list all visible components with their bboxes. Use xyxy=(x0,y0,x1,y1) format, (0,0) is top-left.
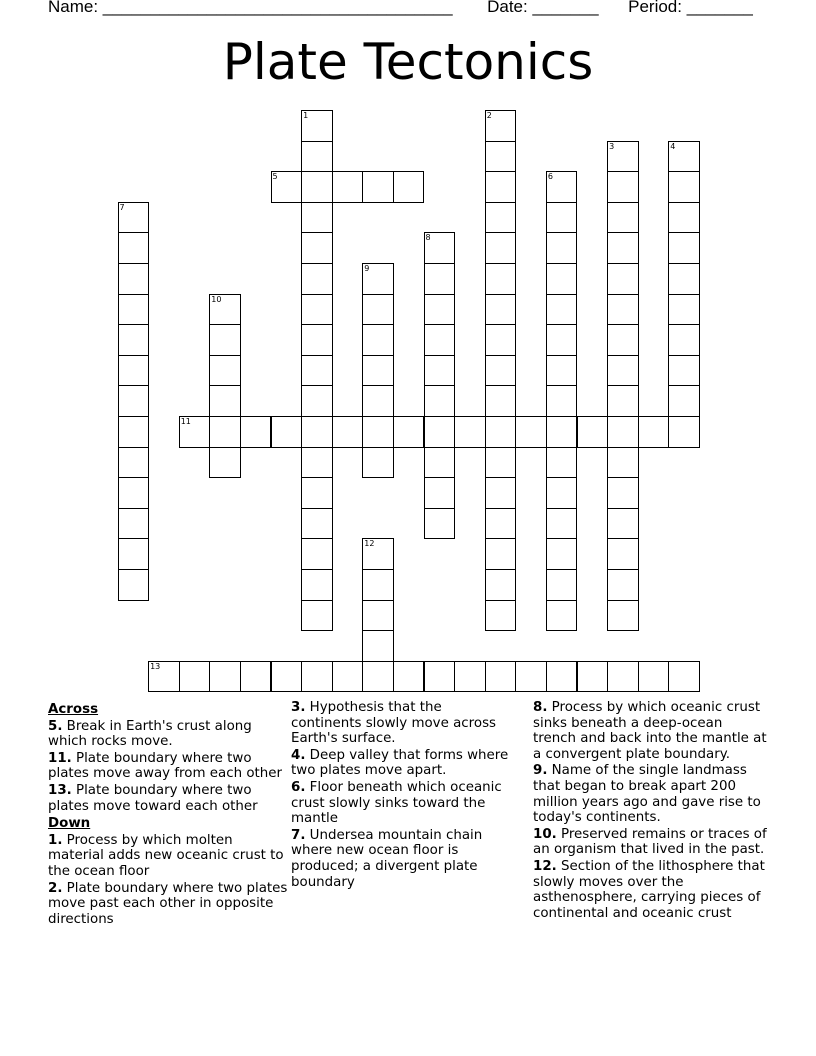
crossword-cell[interactable] xyxy=(607,477,639,509)
crossword-cell[interactable] xyxy=(485,477,517,509)
clue-number: 12. xyxy=(533,858,557,874)
crossword-cell[interactable] xyxy=(485,538,517,570)
crossword-cell[interactable] xyxy=(546,600,578,632)
crossword-cell[interactable] xyxy=(546,263,578,295)
crossword-cell[interactable] xyxy=(118,263,150,295)
crossword-cell[interactable] xyxy=(668,355,700,387)
crossword-cell[interactable] xyxy=(515,661,547,693)
clue-number: 5 xyxy=(272,172,278,182)
crossword-cell[interactable] xyxy=(301,477,333,509)
crossword-cell[interactable] xyxy=(485,416,517,448)
crossword-cell[interactable] xyxy=(118,355,150,387)
clue-text: Plate boundary where two plates move toward each other xyxy=(48,782,258,814)
clue-number: 4. xyxy=(291,747,306,763)
crossword-cell[interactable] xyxy=(668,294,700,326)
clue-number: 2. xyxy=(48,880,63,896)
clue-item xyxy=(48,881,288,928)
crossword-cell[interactable] xyxy=(301,355,333,387)
crossword-cell[interactable] xyxy=(118,538,150,570)
crossword-cell[interactable] xyxy=(485,355,517,387)
crossword-cell[interactable] xyxy=(607,324,639,356)
crossword-cell[interactable] xyxy=(485,447,517,479)
clue-item xyxy=(48,751,288,782)
clue-number: 8. xyxy=(533,700,548,715)
crossword-cell[interactable] xyxy=(668,141,700,173)
crossword-cell[interactable] xyxy=(607,538,639,570)
crossword-cell[interactable] xyxy=(209,416,241,448)
page-title: Plate Tectonics xyxy=(222,33,594,91)
crossword-cell[interactable] xyxy=(546,202,578,234)
clue-item xyxy=(533,827,769,858)
crossword-cell[interactable] xyxy=(301,508,333,540)
crossword-cell[interactable] xyxy=(209,294,241,326)
crossword-cell[interactable] xyxy=(118,508,150,540)
crossword-cell[interactable] xyxy=(332,416,364,448)
clue-number: 9. xyxy=(533,763,548,779)
crossword-cell[interactable] xyxy=(668,202,700,234)
clue-number: 12 xyxy=(364,539,375,549)
crossword-cell[interactable] xyxy=(393,416,425,448)
crossword-cell[interactable] xyxy=(485,141,517,173)
crossword-cell[interactable] xyxy=(362,447,394,479)
crossword-cell[interactable] xyxy=(638,416,670,448)
crossword-cell[interactable] xyxy=(424,508,456,540)
crossword-cell[interactable] xyxy=(607,600,639,632)
crossword-cell[interactable] xyxy=(546,661,578,693)
crossword-cell[interactable] xyxy=(607,416,639,448)
clue-number: 7 xyxy=(119,202,125,212)
crossword-cell[interactable] xyxy=(485,232,517,264)
crossword-cell[interactable] xyxy=(301,110,333,142)
crossword-cell[interactable] xyxy=(546,385,578,417)
crossword-cell[interactable] xyxy=(607,263,639,295)
clues-column-1 xyxy=(48,700,288,928)
crossword-cell[interactable] xyxy=(546,569,578,601)
crossword-cell[interactable] xyxy=(638,661,670,693)
clue-number: 11 xyxy=(180,417,191,426)
clue-text: Process by which molten material adds new oceanic crust to the ocean floor xyxy=(48,832,284,879)
down-clue-list xyxy=(48,833,288,928)
crossword-cell[interactable] xyxy=(485,294,517,326)
crossword-cell[interactable] xyxy=(424,324,456,356)
crossword-cell[interactable] xyxy=(454,661,486,693)
crossword-cell[interactable] xyxy=(362,324,394,356)
crossword-cell[interactable] xyxy=(424,263,456,295)
clue-number: 8 xyxy=(425,233,431,243)
clue-text: Preserved remains or traces of an organism that lived in the past. xyxy=(533,826,767,858)
clue-item xyxy=(533,859,769,921)
name-field[interactable]: Name: _____________________________________ xyxy=(48,0,453,16)
crossword-cell[interactable] xyxy=(607,141,639,173)
crossword-cell[interactable] xyxy=(424,294,456,326)
crossword-cell[interactable] xyxy=(209,661,241,693)
across-heading: Across xyxy=(48,702,99,717)
clue-text: Process by which oceanic crust sinks beneath a deep-ocean trench and back into the mantle at a convergent plate boundary. xyxy=(533,700,767,762)
clue-text: Name of the single landmass that began to break apart 200 million years ago and gave rise to today's continents. xyxy=(533,763,761,826)
crossword-cell[interactable] xyxy=(607,294,639,326)
crossword-cell[interactable] xyxy=(485,324,517,356)
crossword-cell[interactable] xyxy=(607,447,639,479)
clue-number: 9 xyxy=(364,264,370,273)
clue-number: 3 xyxy=(609,141,615,151)
crossword-cell[interactable] xyxy=(179,661,211,693)
clue-number: 6. xyxy=(291,779,306,795)
crossword-cell[interactable] xyxy=(607,661,639,693)
clues-column-2 xyxy=(291,700,516,891)
crossword-cell[interactable] xyxy=(485,600,517,632)
date-field[interactable]: Date: _______ xyxy=(487,0,599,16)
crossword-cell[interactable] xyxy=(301,232,333,264)
crossword-cell[interactable] xyxy=(118,416,150,448)
crossword-cell[interactable] xyxy=(301,600,333,632)
crossword-cell[interactable] xyxy=(424,385,456,417)
crossword-cell[interactable] xyxy=(362,294,394,326)
crossword-cell[interactable] xyxy=(209,447,241,479)
clue-number: 10. xyxy=(533,826,557,842)
clue-number: 1 xyxy=(303,111,309,120)
crossword-cell[interactable] xyxy=(118,477,150,509)
crossword-cell[interactable] xyxy=(332,171,364,203)
crossword-cell[interactable] xyxy=(546,294,578,326)
crossword-cell[interactable] xyxy=(668,171,700,203)
clue-item xyxy=(291,780,516,827)
crossword-cell[interactable] xyxy=(362,416,394,448)
crossword-cell[interactable] xyxy=(362,661,394,693)
crossword-cell[interactable] xyxy=(118,232,150,264)
crossword-cell[interactable] xyxy=(607,385,639,417)
crossword-cell[interactable] xyxy=(424,355,456,387)
crossword-cell[interactable] xyxy=(118,202,150,234)
clue-text: Deep valley that forms where two plates move apart. xyxy=(291,747,509,779)
clue-text: Undersea mountain chain where new ocean floor is produced; a divergent plate boundary xyxy=(291,827,483,890)
clue-text: Plate boundary where two plates move past each other in opposite directions xyxy=(48,880,288,927)
clue-text: Break in Earth's crust along which rocks move. xyxy=(48,718,252,750)
crossword-cell[interactable] xyxy=(668,385,700,417)
crossword-cell[interactable] xyxy=(301,263,333,295)
clue-number: 5. xyxy=(48,718,63,734)
clue-item xyxy=(533,700,769,762)
crossword-cell[interactable] xyxy=(362,538,394,570)
crossword-cell[interactable] xyxy=(118,324,150,356)
crossword-cell[interactable] xyxy=(454,416,486,448)
crossword-cell[interactable] xyxy=(485,385,517,417)
crossword-cell[interactable] xyxy=(607,508,639,540)
clues-column-3 xyxy=(533,700,769,922)
crossword-cell[interactable] xyxy=(668,324,700,356)
crossword-cell[interactable] xyxy=(485,569,517,601)
crossword-cell[interactable] xyxy=(301,385,333,417)
crossword-cell[interactable] xyxy=(301,171,333,203)
crossword-cell[interactable] xyxy=(362,171,394,203)
clue-text: Hypothesis that the continents slowly move across Earth's surface. xyxy=(291,700,497,747)
crossword-cell[interactable] xyxy=(485,661,517,693)
crossword-cell[interactable] xyxy=(485,110,517,142)
crossword-cell[interactable] xyxy=(332,661,364,693)
crossword-cell[interactable] xyxy=(424,232,456,264)
crossword-cell[interactable] xyxy=(240,661,272,693)
down-heading: Down xyxy=(48,816,91,832)
crossword-cell[interactable] xyxy=(546,324,578,356)
crossword-cell[interactable] xyxy=(546,355,578,387)
crossword-cell[interactable] xyxy=(485,171,517,203)
crossword-cell[interactable] xyxy=(362,385,394,417)
crossword-cell[interactable] xyxy=(209,355,241,387)
crossword-cell[interactable] xyxy=(607,171,639,203)
crossword-cell[interactable] xyxy=(515,416,547,448)
crossword-cell[interactable] xyxy=(485,202,517,234)
down-clue-list xyxy=(533,700,769,921)
clue-item xyxy=(533,763,769,825)
crossword-cell[interactable] xyxy=(577,661,609,693)
crossword-cell[interactable] xyxy=(393,661,425,693)
crossword-cell[interactable] xyxy=(118,569,150,601)
crossword-cell[interactable] xyxy=(240,416,272,448)
clue-text: Floor beneath which oceanic crust slowly sinks toward the mantle xyxy=(291,779,502,827)
clue-number: 13. xyxy=(48,782,72,798)
crossword-cell[interactable] xyxy=(301,569,333,601)
clue-number: 7. xyxy=(291,827,306,843)
crossword-cell[interactable] xyxy=(607,569,639,601)
crossword-cell[interactable] xyxy=(668,416,700,448)
crossword-cell[interactable] xyxy=(301,538,333,570)
clue-text: Plate boundary where two plates move away from each other xyxy=(48,750,282,782)
crossword-cell[interactable] xyxy=(577,416,609,448)
crossword-cell[interactable] xyxy=(301,202,333,234)
crossword-cell[interactable] xyxy=(362,630,394,662)
crossword-cell[interactable] xyxy=(301,141,333,173)
crossword-cell[interactable] xyxy=(607,202,639,234)
crossword-cell[interactable] xyxy=(546,538,578,570)
crossword-cell[interactable] xyxy=(668,661,700,693)
crossword-cell[interactable] xyxy=(271,416,303,448)
crossword-cell[interactable] xyxy=(485,263,517,295)
crossword-cell[interactable] xyxy=(301,447,333,479)
down-clue-list xyxy=(291,700,516,890)
clue-number: 10 xyxy=(211,294,222,304)
crossword-cell[interactable] xyxy=(668,263,700,295)
clue-number: 11. xyxy=(48,750,72,766)
clue-item xyxy=(291,700,516,747)
crossword-cell[interactable] xyxy=(209,324,241,356)
clue-number: 3. xyxy=(291,700,306,715)
clue-item xyxy=(291,828,516,890)
crossword-cell[interactable] xyxy=(362,355,394,387)
crossword-cell[interactable] xyxy=(362,600,394,632)
crossword-cell[interactable] xyxy=(424,477,456,509)
crossword-cell[interactable] xyxy=(546,477,578,509)
crossword-cell[interactable] xyxy=(485,508,517,540)
crossword-cell[interactable] xyxy=(118,294,150,326)
crossword-cell[interactable] xyxy=(362,569,394,601)
crossword-cell[interactable] xyxy=(424,661,456,693)
crossword-cell[interactable] xyxy=(607,355,639,387)
crossword-cell[interactable] xyxy=(148,661,180,693)
crossword-cell[interactable] xyxy=(546,416,578,448)
period-field[interactable]: Period: _______ xyxy=(628,0,753,16)
clue-number: 2 xyxy=(486,111,492,120)
crossword-cell[interactable] xyxy=(546,447,578,479)
crossword-cell[interactable] xyxy=(271,171,303,203)
crossword-cell[interactable] xyxy=(179,416,211,448)
crossword-cell[interactable] xyxy=(301,294,333,326)
crossword-cell[interactable] xyxy=(209,385,241,417)
crossword-cell[interactable] xyxy=(301,416,333,448)
crossword-cell[interactable] xyxy=(271,661,303,693)
clue-number: 1. xyxy=(48,832,63,848)
crossword-cell[interactable] xyxy=(607,232,639,264)
crossword-cell[interactable] xyxy=(546,171,578,203)
clue-item xyxy=(48,783,288,814)
crossword-cell[interactable] xyxy=(301,324,333,356)
crossword-cell[interactable] xyxy=(668,232,700,264)
crossword-cell[interactable] xyxy=(424,416,456,448)
clue-number: 4 xyxy=(670,141,676,151)
crossword-cell[interactable] xyxy=(362,263,394,295)
clue-item xyxy=(48,719,288,750)
crossword-cell[interactable] xyxy=(301,661,333,693)
clue-item xyxy=(48,833,288,880)
clue-number: 6 xyxy=(547,172,553,182)
clue-text: Section of the lithosphere that slowly moves over the asthenosphere, carrying pieces of continental and oceanic crust xyxy=(533,858,765,921)
crossword-cell[interactable] xyxy=(393,171,425,203)
crossword-cell[interactable] xyxy=(546,232,578,264)
clue-item xyxy=(291,748,516,779)
across-clue-list xyxy=(48,719,288,815)
clue-number: 13 xyxy=(150,661,161,671)
crossword-cell[interactable] xyxy=(118,447,150,479)
crossword-cell[interactable] xyxy=(118,385,150,417)
crossword-cell[interactable] xyxy=(424,447,456,479)
crossword-cell[interactable] xyxy=(546,508,578,540)
